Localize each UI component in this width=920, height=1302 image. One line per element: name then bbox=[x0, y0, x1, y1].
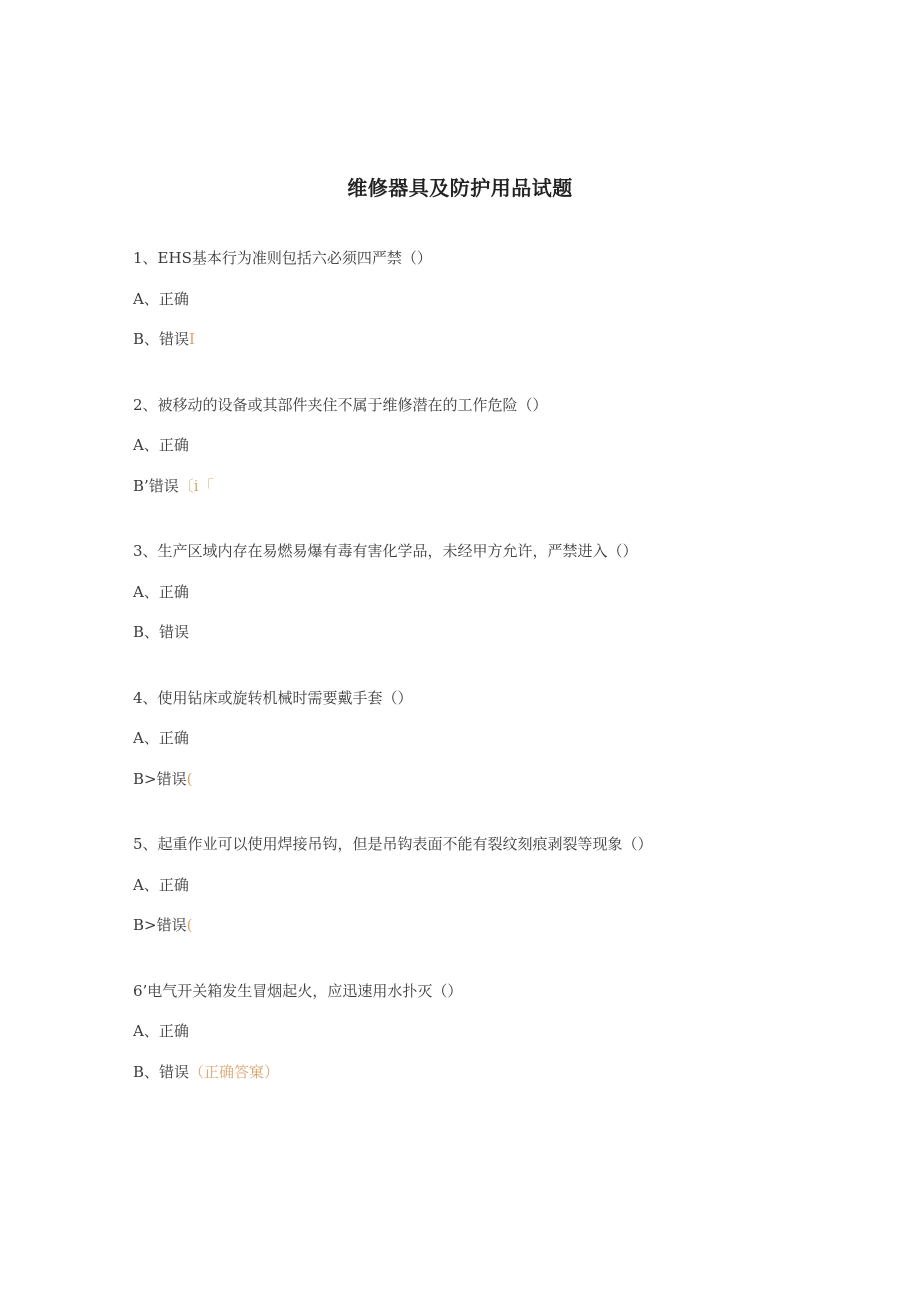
question-3-text: 3、生产区域内存在易燃易爆有毒有害化学品，未经甲方允许，严禁进入（） bbox=[133, 542, 638, 560]
answer-mark: I bbox=[189, 330, 195, 348]
question-6-text: 6’电气开关箱发生冒烟起火，应迅速用水扑灭（） bbox=[133, 982, 463, 1000]
option-label: B、错误 bbox=[133, 623, 190, 641]
answer-mark: ( bbox=[186, 916, 193, 934]
question-4-option-b bbox=[133, 768, 192, 790]
answer-mark: 〔i「 bbox=[178, 477, 214, 495]
option-label: A、正确 bbox=[133, 583, 189, 601]
option-label: A、正确 bbox=[133, 1022, 189, 1040]
option-label: B>错误 bbox=[133, 770, 187, 788]
page-title: 维修器具及防护用品试题 bbox=[347, 176, 573, 200]
question-1-option-a bbox=[133, 288, 189, 310]
answer-mark: （正确答窠） bbox=[189, 1063, 280, 1081]
option-label: A、正确 bbox=[133, 729, 189, 747]
option-label: A、正确 bbox=[133, 290, 189, 308]
option-label: B、错误 bbox=[133, 330, 190, 348]
question-5-option-b bbox=[133, 914, 192, 936]
question-1-text: 1、EHS基本行为准则包括六必须四严禁（） bbox=[133, 249, 432, 267]
answer-mark: ( bbox=[186, 770, 193, 788]
question-2-text: 2、被移动的设备或其部件夹住不属于维修潜在的工作危险（） bbox=[133, 396, 548, 414]
question-5-text: 5、起重作业可以使用焊接吊钩，但是吊钩表面不能有裂纹刻痕剥裂等现象（） bbox=[133, 835, 653, 853]
question-4-option-a bbox=[133, 727, 189, 749]
question-1-option-b bbox=[133, 328, 195, 350]
question-6-option-a bbox=[133, 1020, 189, 1042]
option-label: B’错误 bbox=[133, 477, 179, 495]
option-label: B、错误 bbox=[133, 1063, 190, 1081]
question-2-option-b bbox=[133, 475, 214, 497]
question-2-option-a bbox=[133, 434, 189, 456]
option-label: B>错误 bbox=[133, 916, 187, 934]
option-label: A、正确 bbox=[133, 436, 189, 454]
option-label: A、正确 bbox=[133, 876, 189, 894]
question-3-option-a bbox=[133, 581, 189, 603]
question-6-option-b bbox=[133, 1061, 279, 1083]
question-3-option-b bbox=[133, 621, 189, 643]
question-5-option-a bbox=[133, 874, 189, 896]
question-4-text: 4、使用钻床或旋转机械时需要戴手套（） bbox=[133, 689, 413, 707]
